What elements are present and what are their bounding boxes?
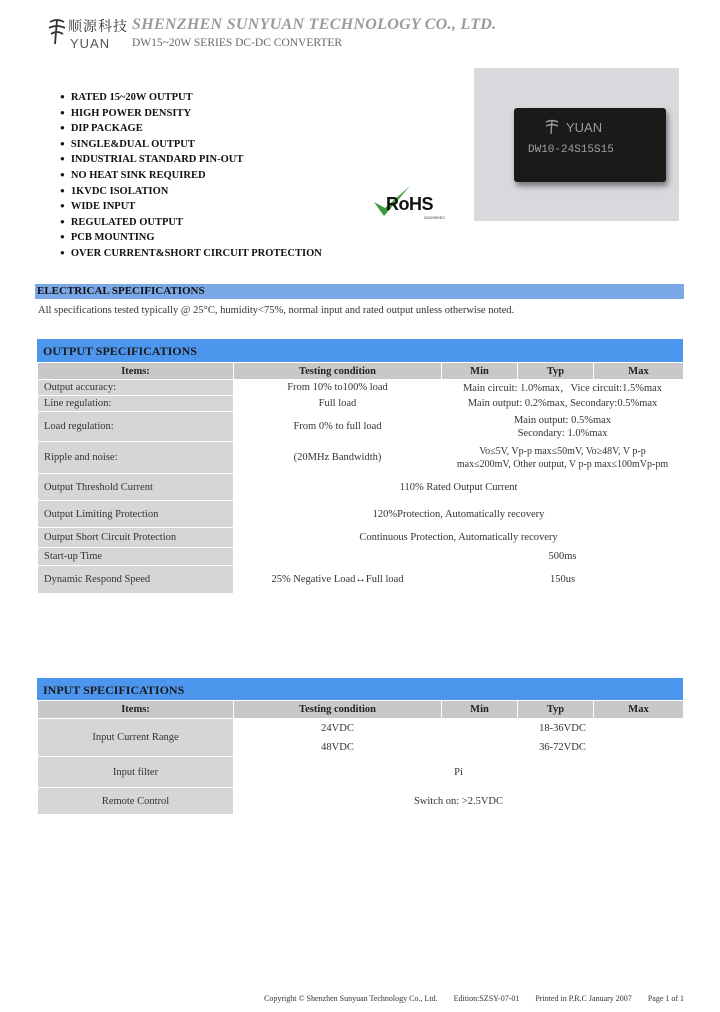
header-items: Items: (38, 701, 234, 719)
table-row (38, 474, 684, 501)
feature-item: ● NO HEAT SINK REQUIRED (60, 168, 322, 184)
row-value: Switch on: >2.5VDC (234, 788, 684, 815)
footer-printed: Printed in P.R.C January 2007 (535, 994, 632, 1003)
row-value-line: Main output: 0.5%max (513, 414, 612, 426)
chip-logo-text: YUAN (566, 120, 603, 135)
row-value: 18-36VDC (442, 719, 684, 738)
input-specs-title: INPUT SPECIFICATIONS (43, 683, 185, 697)
row-item: Load regulation: (38, 412, 234, 442)
footer-copyright: Copyright © Shenzhen Sunyuan Technology Co., Ltd. (264, 994, 438, 1003)
electrical-specs-note: All specifications tested typically @ 25°C, humidity<75%, normal input and rated output unless otherwise noted. (38, 305, 515, 316)
feature-item: ● OVER CURRENT&SHORT CIRCUIT PROTECTION (60, 246, 322, 262)
page-footer (264, 994, 684, 1003)
row-value: 120%Protection, Automatically recovery (234, 501, 684, 528)
product-photo (474, 68, 679, 221)
row-value: 110% Rated Output Current (234, 474, 684, 501)
row-condition: From 0% to full load (234, 412, 442, 442)
electrical-specs-title: ELECTRICAL SPECIFICATIONS (37, 285, 205, 297)
row-value: Main output: 0.2%max, Secondary:0.5%max (442, 396, 684, 412)
feature-item: ● SINGLE&DUAL OUTPUT (60, 137, 322, 153)
feature-item: ● INDUSTRIAL STANDARD PIN-OUT (60, 152, 322, 168)
row-value-line: Secondary: 1.0%max (517, 427, 608, 439)
feature-item: ● 1KVDC ISOLATION (60, 184, 322, 200)
input-specs-header (37, 678, 683, 701)
table-row (38, 501, 684, 528)
row-item: Ripple and noise: (38, 442, 234, 474)
input-specs-table (37, 700, 684, 815)
row-item: Output accuracy: (38, 380, 234, 396)
row-value: 150us (442, 566, 684, 594)
row-condition: 25% Negative Load↔Full load (234, 566, 442, 594)
chip-model-text: DW10-24S15S15 (528, 144, 614, 156)
table-row (38, 757, 684, 788)
feature-item: ● REGULATED OUTPUT (60, 215, 322, 231)
table-row (38, 528, 684, 548)
header-min: Min (442, 363, 518, 380)
footer-page: Page 1 of 1 (647, 994, 685, 1003)
rohs-text: RoHS (386, 194, 433, 214)
header-condition: Testing condition (234, 701, 442, 719)
table-row (38, 719, 684, 738)
header-max: Max (594, 701, 684, 719)
row-item: Output Short Circuit Protection (38, 528, 234, 548)
row-value (442, 412, 684, 442)
row-value-line: max≤200mV, Other output, V p-p max≤100mVp-pm (456, 458, 669, 470)
output-specs-title: OUTPUT SPECIFICATIONS (43, 344, 197, 358)
logo-mark-icon (46, 16, 68, 48)
feature-item: ● RATED 15~20W OUTPUT (60, 90, 322, 106)
row-condition (234, 548, 442, 566)
header-typ: Typ (518, 363, 594, 380)
table-row (38, 566, 684, 594)
row-condition: From 10% to100% load (234, 380, 442, 396)
electrical-specs-bar (35, 284, 684, 299)
chip-logo-icon (544, 118, 560, 136)
feature-list (60, 90, 322, 262)
table-row (38, 396, 684, 412)
row-item: Line regulation: (38, 396, 234, 412)
row-value-line: Vo≤5V, Vp-p max≤50mV, Vo≥48V, V p-p (479, 445, 646, 457)
row-value (442, 442, 684, 474)
rohs-subtext: 2002/95/EC (424, 215, 446, 220)
row-item: Start-up Time (38, 548, 234, 566)
header-condition: Testing condition (234, 363, 442, 380)
document-subtitle: DW15~20W SERIES DC-DC CONVERTER (132, 37, 343, 49)
header-max: Max (594, 363, 684, 380)
feature-item: ● WIDE INPUT (60, 199, 322, 215)
row-item: Input Current Range (38, 719, 234, 757)
row-item: Remote Control (38, 788, 234, 815)
table-row (38, 548, 684, 566)
table-row (38, 442, 684, 474)
row-condition: 24VDC (234, 719, 442, 738)
row-value: Pi (234, 757, 684, 788)
header-min: Min (442, 701, 518, 719)
row-item: Output Threshold Current (38, 474, 234, 501)
row-item: Dynamic Respond Speed (38, 566, 234, 594)
rohs-badge (372, 184, 464, 222)
row-condition: Full load (234, 396, 442, 412)
header-items: Items: (38, 363, 234, 380)
row-value: Main circuit: 1.0%max，Vice circuit:1.5%max (442, 380, 684, 396)
company-name: SHENZHEN SUNYUAN TECHNOLOGY CO., LTD. (132, 16, 497, 33)
feature-item: ● HIGH POWER DENSITY (60, 106, 322, 122)
table-row (38, 788, 684, 815)
row-item: Input filter (38, 757, 234, 788)
row-value: 500ms (442, 548, 684, 566)
company-logo (46, 16, 68, 48)
logo-chinese: 顺源科技 (68, 20, 128, 35)
header-typ: Typ (518, 701, 594, 719)
table-header-row (38, 701, 684, 719)
logo-english: YUAN (70, 36, 111, 51)
row-item: Output Limiting Protection (38, 501, 234, 528)
output-specs-table (37, 362, 684, 594)
table-header-row (38, 363, 684, 380)
row-condition: 48VDC (234, 738, 442, 757)
feature-item: ● PCB MOUNTING (60, 230, 322, 246)
row-condition: (20MHz Bandwidth) (234, 442, 442, 474)
table-row (38, 380, 684, 396)
converter-module (514, 108, 666, 182)
row-value: Continuous Protection, Automatically recovery (234, 528, 684, 548)
table-row (38, 412, 684, 442)
footer-edition: Edition:SZSY-07-01 (453, 994, 520, 1003)
feature-item: ● DIP PACKAGE (60, 121, 322, 137)
output-specs-header (37, 339, 683, 362)
row-value: 36-72VDC (442, 738, 684, 757)
